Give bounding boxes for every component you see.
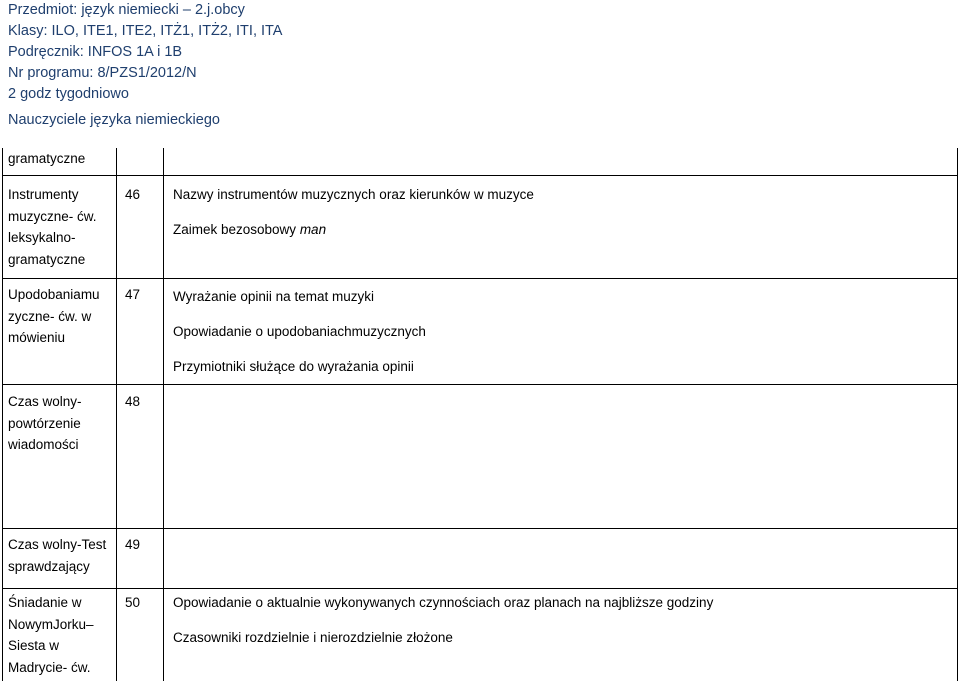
textbook-line: Podręcznik: INFOS 1A i 1B <box>8 44 183 60</box>
content-item: Opowiadanie o aktualnie wykonywanych czynnościach oraz planach na najbliższe godziny <box>173 595 714 610</box>
topic-line: sprawdzający <box>8 558 90 574</box>
topic-line: muzyczne- ćw. <box>8 208 97 224</box>
topic-cell <box>8 184 114 270</box>
topic-line: Upodobaniamu <box>8 287 100 302</box>
content-item: Opowiadanie o upodobaniachmuzycznych <box>173 324 426 339</box>
topic-cell <box>8 148 114 170</box>
topic-cell <box>8 534 114 577</box>
table-column-divider-1 <box>116 148 117 681</box>
lesson-number: 46 <box>125 187 141 202</box>
table-row-divider <box>2 588 958 589</box>
topic-line: leksykalno- <box>8 230 76 245</box>
topic-cell <box>8 391 114 456</box>
lesson-content <box>173 594 958 647</box>
topic-line: mówieniu <box>8 330 66 345</box>
content-item-italic: man <box>299 222 327 237</box>
topic-line: Instrumenty <box>8 187 79 202</box>
curriculum-table <box>0 148 960 681</box>
lesson-number: 47 <box>125 287 141 302</box>
content-item-text: Zaimek bezosobowy <box>173 222 300 237</box>
table-row-divider <box>2 528 958 529</box>
topic-line: wiadomości <box>8 437 79 452</box>
topic-line: gramatyczne <box>8 251 86 267</box>
classes-line: Klasy: ILO, ITE1, ITE2, ITŻ1, ITŻ2, ITI, ITA <box>8 23 283 39</box>
lesson-number: 48 <box>125 394 141 409</box>
content-item: Wyrażanie opinii na temat muzyki <box>173 289 374 304</box>
content-item: Przymiotniki służące do wyrażania opinii <box>173 359 414 374</box>
topic-line: Madrycie- ćw. <box>8 659 91 675</box>
lesson-number: 50 <box>125 595 141 610</box>
lesson-number: 49 <box>125 537 141 552</box>
topic-line: gramatyczne <box>8 151 86 166</box>
topic-line: Czas wolny- <box>8 394 82 409</box>
table-row-divider <box>2 278 958 279</box>
lesson-content <box>173 186 958 239</box>
topic-line: Śniadanie w <box>8 595 82 610</box>
subject-line: Przedmiot: język niemiecki – 2.j.obcy <box>8 2 245 18</box>
hours-line: 2 godz tygodniowo <box>8 86 129 102</box>
topic-line: Czas wolny-Test <box>8 537 107 552</box>
content-item <box>173 221 958 239</box>
topic-line: zyczne- ćw. w <box>8 308 92 324</box>
table-column-divider-2 <box>163 148 164 681</box>
topic-cell <box>8 592 114 678</box>
document-header <box>8 0 282 105</box>
topic-line: Siesta w <box>8 638 60 653</box>
content-item: Czasowniki rozdzielnie i nierozdzielnie złożone <box>173 630 453 645</box>
table-row-divider <box>2 175 958 176</box>
topic-cell <box>8 284 114 349</box>
topic-line: NowymJorku– <box>8 616 94 632</box>
content-item: Nazwy instrumentów muzycznych oraz kierunków w muzyce <box>173 187 534 202</box>
table-row-divider <box>2 384 958 385</box>
table-border-left <box>2 148 3 681</box>
teachers-line: Nauczyciele języka niemieckiego <box>8 112 220 128</box>
lesson-content <box>173 288 958 376</box>
program-number-line: Nr programu: 8/PZS1/2012/N <box>8 65 197 81</box>
topic-line: powtórzenie <box>8 415 81 431</box>
